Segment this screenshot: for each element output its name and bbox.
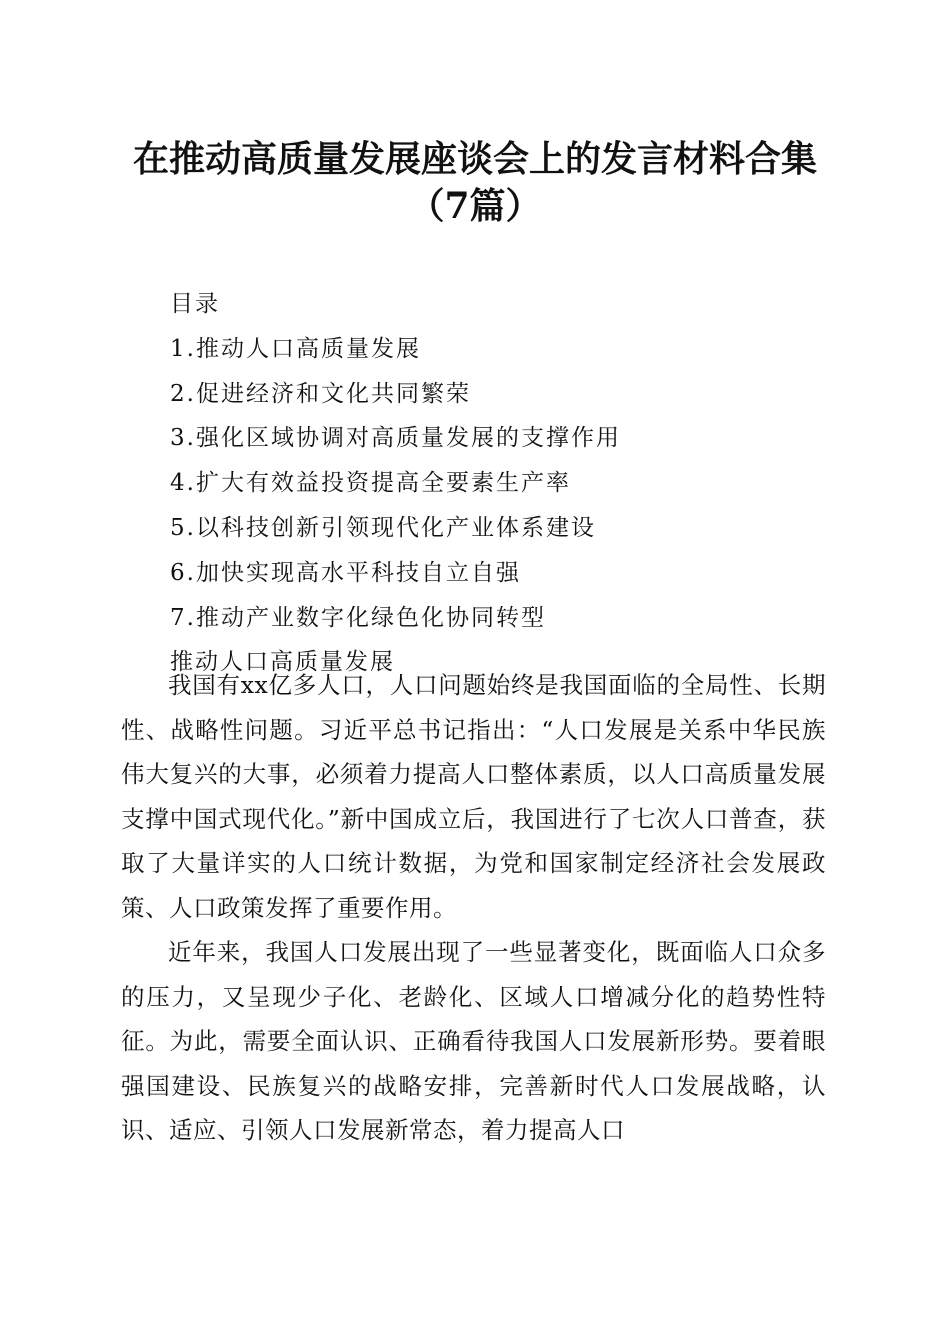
body-text bbox=[121, 663, 826, 1153]
table-of-contents bbox=[170, 282, 850, 685]
toc-item-6: 6.加快实现高水平科技自立自强 bbox=[170, 559, 521, 586]
toc-item-1: 1.推动人口高质量发展 bbox=[170, 335, 421, 362]
paragraph-2: 近年来，我国人口发展出现了一些显著变化，既面临人口众多的压力，又呈现少子化、老龄化、区域人口增减分化的趋势性特征。为此，需要全面认识、正确看待我国人口发展新形势。要着眼强国建设、民族复兴的战略安排，完善新时代人口发展战略，认识、适应、引领人口发展新常态，着力提高人口 bbox=[121, 938, 826, 1144]
toc-item-4: 4.扩大有效益投资提高全要素生产率 bbox=[170, 470, 571, 497]
toc-item-2: 2.促进经济和文化共同繁荣 bbox=[170, 380, 471, 407]
section-heading: 推动人口高质量发展 bbox=[170, 649, 395, 676]
paragraph-1: 我国有xx亿多人口，人口问题始终是我国面临的全局性、长期性、战略性问题。习近平总书记指出：“人口发展是关系中华民族伟大复兴的大事，必须着力提高人口整体素质，以人口高质量发展支撑中国式现代化。”新中国成立后，我国进行了七次人口普查，获取了大量详实的人口统计数据，为党和国家制定经济社会发展政策、人口政策发挥了重要作用。 bbox=[121, 671, 826, 922]
toc-item-3: 3.强化区域协调对高质量发展的支撑作用 bbox=[170, 425, 621, 452]
document-title-line-1: 在推动高质量发展座谈会上的发言材料合集 bbox=[132, 138, 817, 180]
toc-item-5: 5.以科技创新引领现代化产业体系建设 bbox=[170, 514, 596, 541]
toc-item-7: 7.推动产业数字化绿色化协同转型 bbox=[170, 604, 546, 631]
document-title-line-2: （7篇） bbox=[408, 185, 542, 227]
toc-heading: 目录 bbox=[170, 291, 220, 317]
